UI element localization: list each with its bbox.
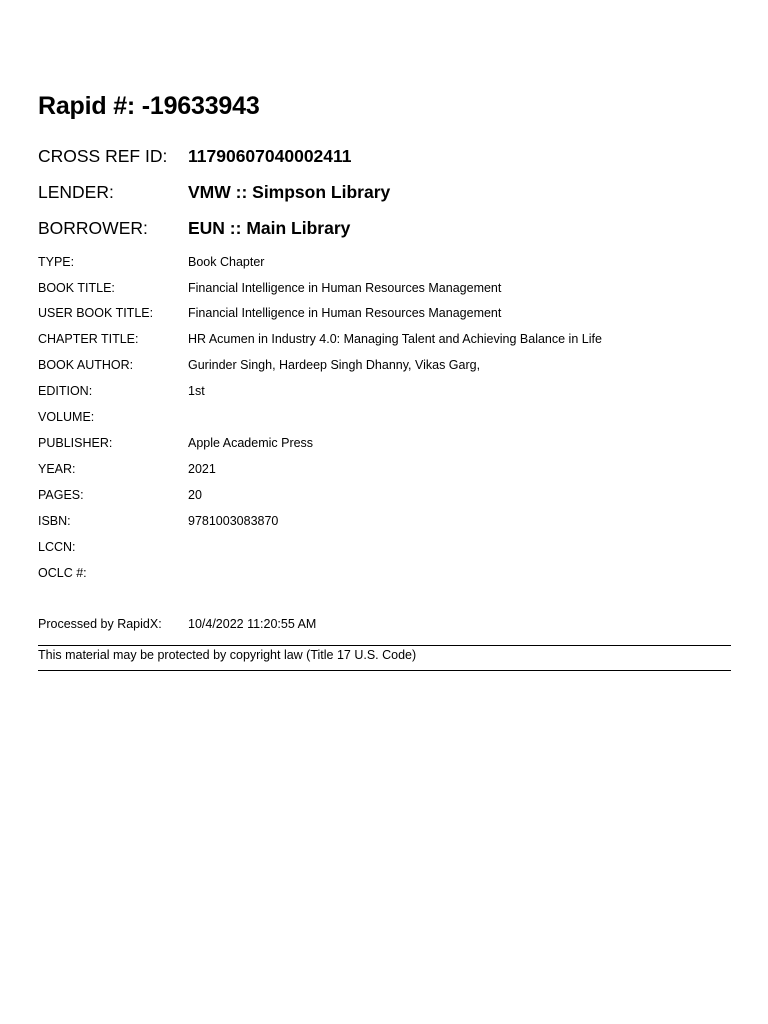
publisher-value: Apple Academic Press xyxy=(188,436,314,450)
processed-label: Processed by RapidX: xyxy=(38,617,162,631)
pages-label: PAGES: xyxy=(38,488,84,502)
detail-row-volume xyxy=(38,408,188,426)
cross-ref-row xyxy=(38,144,352,168)
edition-label: EDITION: xyxy=(38,384,93,398)
publisher-label: PUBLISHER: xyxy=(38,436,113,450)
detail-row-publisher xyxy=(38,434,313,452)
lender-row xyxy=(38,180,390,204)
processed-value: 10/4/2022 11:20:55 AM xyxy=(188,617,317,631)
chapter-title-value: HR Acumen in Industry 4.0: Managing Talent and Achieving Balance in Life xyxy=(188,332,602,346)
isbn-label: ISBN: xyxy=(38,514,71,528)
book-title-value: Financial Intelligence in Human Resources Management xyxy=(188,281,502,295)
processed-row xyxy=(38,615,316,633)
volume-label: VOLUME: xyxy=(38,410,95,424)
detail-row-isbn xyxy=(38,512,278,530)
borrower-value: EUN :: Main Library xyxy=(188,217,351,238)
borrower-row xyxy=(38,216,350,240)
bottom-divider xyxy=(38,670,731,671)
detail-row-book-title xyxy=(38,279,501,297)
detail-row-pages xyxy=(38,486,202,504)
book-title-label: BOOK TITLE: xyxy=(38,281,115,295)
lccn-label: LCCN: xyxy=(38,540,76,554)
copyright-notice: This material may be protected by copyright law (Title 17 U.S. Code) xyxy=(38,648,417,662)
detail-row-lccn xyxy=(38,538,188,556)
detail-row-user-book-title xyxy=(38,304,501,322)
book-author-value: Gurinder Singh, Hardeep Singh Dhanny, Vikas Garg, xyxy=(188,358,481,372)
oclc-label: OCLC #: xyxy=(38,566,87,580)
detail-row-chapter-title xyxy=(38,330,602,348)
type-value: Book Chapter xyxy=(188,255,265,269)
book-author-label: BOOK AUTHOR: xyxy=(38,358,134,372)
cross-ref-label: CROSS REF ID: xyxy=(38,145,168,166)
isbn-value: 9781003083870 xyxy=(188,514,279,528)
user-book-title-value: Financial Intelligence in Human Resources Management xyxy=(188,306,502,320)
borrower-label: BORROWER: xyxy=(38,217,148,238)
year-label: YEAR: xyxy=(38,462,76,476)
detail-row-book-author xyxy=(38,356,480,374)
cross-ref-value: 11790607040002411 xyxy=(188,145,352,166)
detail-row-oclc xyxy=(38,564,188,582)
lender-value: VMW :: Simpson Library xyxy=(188,181,391,202)
pages-value: 20 xyxy=(188,488,202,502)
top-divider xyxy=(38,645,731,646)
detail-row-year xyxy=(38,460,216,478)
year-value: 2021 xyxy=(188,462,216,476)
user-book-title-label: USER BOOK TITLE: xyxy=(38,306,154,320)
edition-value: 1st xyxy=(188,384,205,398)
chapter-title-label: CHAPTER TITLE: xyxy=(38,332,139,346)
type-label: TYPE: xyxy=(38,255,75,269)
detail-row-type xyxy=(38,253,264,271)
detail-row-edition xyxy=(38,382,205,400)
lender-label: LENDER: xyxy=(38,181,114,202)
rapid-number-title: Rapid #: -19633943 xyxy=(38,92,260,120)
